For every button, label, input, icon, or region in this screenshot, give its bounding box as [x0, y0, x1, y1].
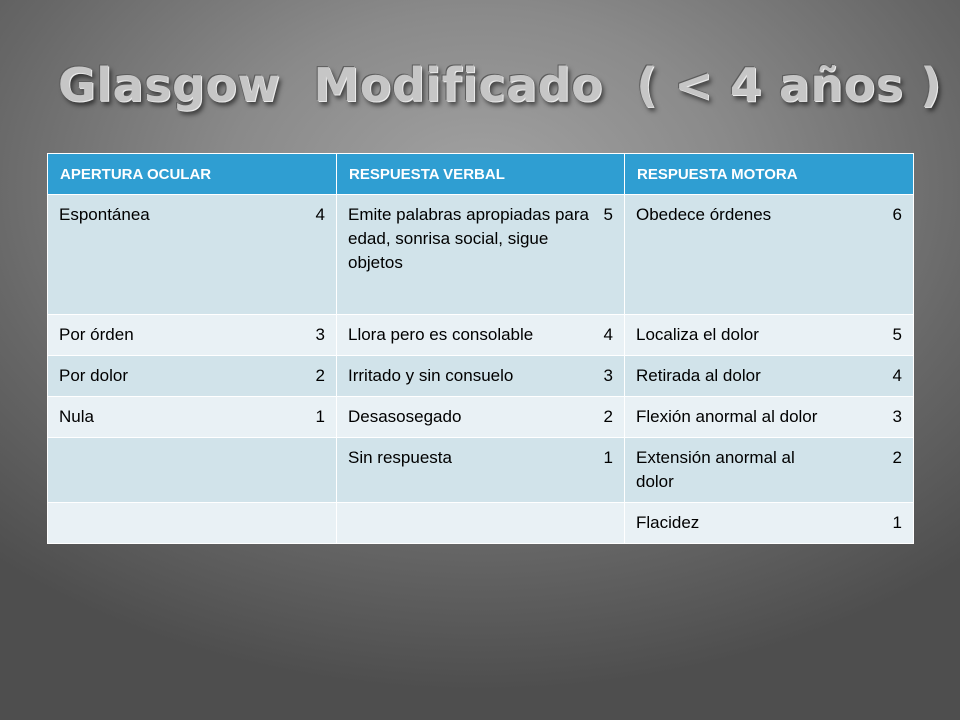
ocular-cell: [48, 397, 337, 438]
verbal-cell: [337, 195, 625, 315]
motora-label: Retirada al dolor: [636, 366, 761, 385]
motora-label: Flacidez: [636, 513, 700, 532]
verbal-cell: [337, 315, 625, 356]
table-row: [48, 397, 914, 438]
ocular-label: Espontánea: [59, 205, 150, 224]
ocular-score: 3: [315, 325, 325, 344]
motora-cell: [625, 438, 914, 503]
verbal-cell-empty: [337, 503, 625, 544]
motora-cell: [625, 315, 914, 356]
motora-label: Extensión anormal al dolor: [636, 448, 795, 491]
ocular-score: 2: [315, 366, 325, 385]
verbal-score: 3: [603, 366, 613, 385]
verbal-label: Irritado y sin consuelo: [348, 366, 514, 385]
verbal-cell: [337, 356, 625, 397]
ocular-score: 4: [315, 205, 325, 224]
motora-score: 4: [892, 366, 902, 385]
motora-cell: [625, 503, 914, 544]
motora-score: 1: [892, 513, 902, 532]
ocular-label: Por órden: [59, 325, 134, 344]
verbal-score: 5: [603, 205, 613, 224]
verbal-label: Llora pero es consolable: [348, 325, 534, 344]
table-row: [48, 356, 914, 397]
ocular-cell: [48, 356, 337, 397]
ocular-cell-empty: [48, 503, 337, 544]
ocular-cell-empty: [48, 438, 337, 503]
motora-cell: [625, 195, 914, 315]
motora-cell: [625, 397, 914, 438]
verbal-label: Desasosegado: [348, 407, 462, 426]
verbal-score: 1: [603, 448, 613, 467]
motora-label: Localiza el dolor: [636, 325, 759, 344]
header-apertura-ocular: APERTURA OCULAR: [48, 154, 337, 195]
glasgow-table: [47, 153, 914, 544]
motora-score: 2: [892, 448, 902, 467]
verbal-cell: [337, 438, 625, 503]
motora-score: 3: [892, 407, 902, 426]
header-respuesta-motora: RESPUESTA MOTORA: [625, 154, 914, 195]
verbal-score: 4: [603, 325, 613, 344]
motora-score: 6: [892, 205, 902, 224]
slide-title: Glasgow Modificado ( < 4 años ): [58, 58, 942, 112]
header-respuesta-verbal: RESPUESTA VERBAL: [337, 154, 625, 195]
motora-cell: [625, 356, 914, 397]
ocular-cell: [48, 195, 337, 315]
verbal-cell: [337, 397, 625, 438]
ocular-score: 1: [315, 407, 325, 426]
motora-label: Obedece órdenes: [636, 205, 772, 224]
motora-label: Flexión anormal al dolor: [636, 407, 818, 426]
ocular-label: Nula: [59, 407, 94, 426]
verbal-label: Sin respuesta: [348, 448, 452, 467]
ocular-cell: [48, 315, 337, 356]
motora-score: 5: [892, 325, 902, 344]
table-row: [48, 503, 914, 544]
table-header-row: [48, 154, 914, 195]
verbal-label: Emite palabras apropiadas para edad, sonrisa social, sigue objetos: [348, 205, 589, 272]
table-row: [48, 315, 914, 356]
verbal-score: 2: [603, 407, 613, 426]
ocular-label: Por dolor: [59, 366, 128, 385]
table-row: [48, 195, 914, 315]
table-row: [48, 438, 914, 503]
